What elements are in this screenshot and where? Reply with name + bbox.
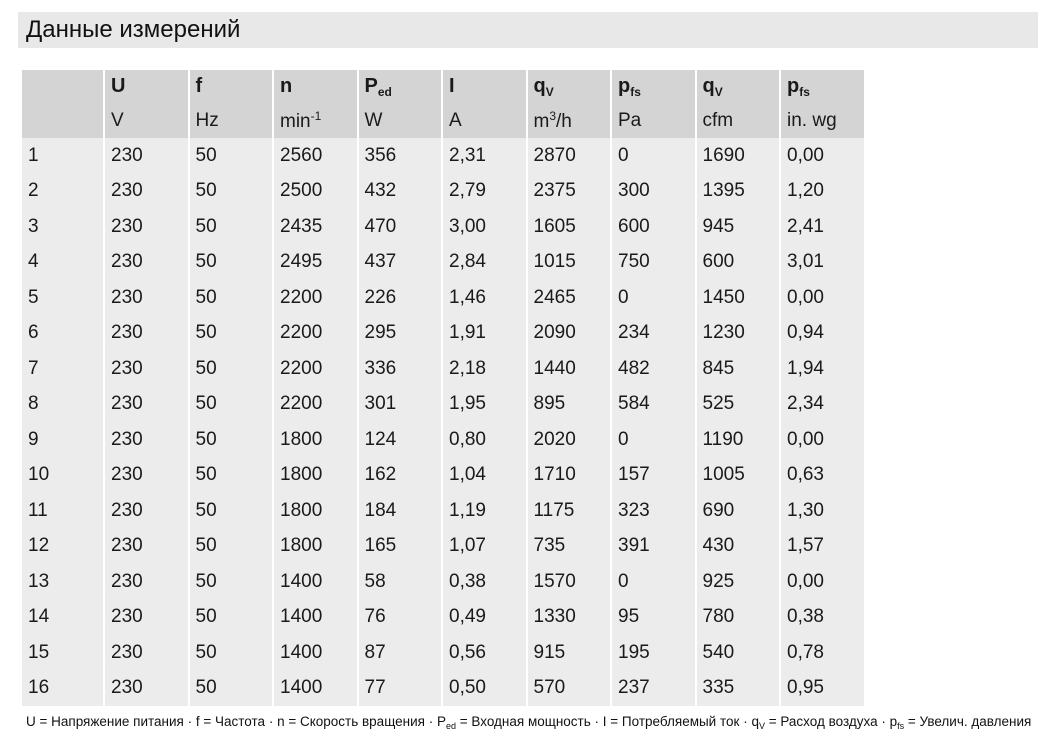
table-row bbox=[22, 635, 864, 671]
table-cell: 1190 bbox=[697, 422, 780, 458]
row-number-cell: 16 bbox=[22, 671, 103, 707]
table-cell: 336 bbox=[359, 351, 442, 387]
table-cell: 0,94 bbox=[781, 316, 864, 352]
legend-separator: · bbox=[590, 714, 603, 729]
table-cell: 1015 bbox=[528, 245, 611, 281]
table-cell: 50 bbox=[190, 458, 273, 494]
legend-ped-symbol: P bbox=[436, 714, 446, 729]
header-unit-cell bbox=[105, 103, 188, 138]
table-cell: 1330 bbox=[528, 600, 611, 636]
row-number-cell: 12 bbox=[22, 529, 103, 565]
legend-pfs-subscript: fs bbox=[897, 721, 905, 731]
table-cell: 0,00 bbox=[781, 564, 864, 600]
header-symbol-cell bbox=[612, 70, 695, 103]
table-cell: 0,95 bbox=[781, 671, 864, 707]
table-cell: 50 bbox=[190, 422, 273, 458]
header-symbol-cell bbox=[359, 70, 442, 103]
table-cell: 1005 bbox=[697, 458, 780, 494]
header-symbol-subscript: V bbox=[545, 84, 554, 99]
table-cell: 0 bbox=[612, 564, 695, 600]
table-cell: 165 bbox=[359, 529, 442, 565]
header-unit: V bbox=[111, 109, 124, 131]
row-number-cell: 4 bbox=[22, 245, 103, 281]
row-number-cell: 13 bbox=[22, 564, 103, 600]
table-cell: 195 bbox=[612, 635, 695, 671]
table-cell: 1400 bbox=[274, 635, 357, 671]
legend-ped-subscript: ed bbox=[445, 721, 456, 731]
table-cell: 226 bbox=[359, 280, 442, 316]
table-cell: 230 bbox=[105, 209, 188, 245]
table-cell: 437 bbox=[359, 245, 442, 281]
header-symbol-subscript: ed bbox=[377, 84, 392, 99]
header-unit: min bbox=[280, 110, 311, 132]
header-unit-cell bbox=[612, 103, 695, 138]
header-unit: cfm bbox=[702, 109, 734, 131]
header-unit: A bbox=[449, 109, 462, 131]
title-bar bbox=[18, 12, 1038, 48]
header-symbol: P bbox=[364, 74, 378, 97]
measurement-table bbox=[20, 70, 866, 706]
table-body bbox=[22, 70, 864, 706]
table-cell: 1230 bbox=[697, 316, 780, 352]
table-row bbox=[22, 351, 864, 387]
table-cell: 1400 bbox=[274, 600, 357, 636]
table-cell: 0,78 bbox=[781, 635, 864, 671]
table-cell: 1395 bbox=[697, 174, 780, 210]
table-cell: 0,38 bbox=[781, 600, 864, 636]
row-number-cell: 8 bbox=[22, 387, 103, 423]
header-symbol-cell bbox=[22, 70, 103, 103]
table-cell: 1,30 bbox=[781, 493, 864, 529]
table-cell: 2495 bbox=[274, 245, 357, 281]
header-unit-tail: /h bbox=[556, 110, 572, 132]
table-cell: 895 bbox=[528, 387, 611, 423]
legend-qv-symbol: q bbox=[751, 714, 759, 729]
table-cell: 230 bbox=[105, 493, 188, 529]
header-symbol-cell bbox=[528, 70, 611, 103]
table-cell: 2020 bbox=[528, 422, 611, 458]
table-cell: 230 bbox=[105, 422, 188, 458]
table-cell: 2200 bbox=[274, 280, 357, 316]
table-cell: 1450 bbox=[697, 280, 780, 316]
legend bbox=[26, 714, 1031, 731]
legend-separator: · bbox=[265, 714, 278, 729]
legend-qv-subscript: V bbox=[758, 721, 765, 731]
table-cell: 50 bbox=[190, 600, 273, 636]
table-cell: 157 bbox=[612, 458, 695, 494]
table-cell: 1,46 bbox=[443, 280, 526, 316]
table-cell: 0,56 bbox=[443, 635, 526, 671]
table-cell: 230 bbox=[105, 174, 188, 210]
table-cell: 2435 bbox=[274, 209, 357, 245]
row-number-cell: 3 bbox=[22, 209, 103, 245]
legend-ped bbox=[437, 714, 591, 729]
row-number-cell: 10 bbox=[22, 458, 103, 494]
table-row bbox=[22, 600, 864, 636]
table-cell: 430 bbox=[697, 529, 780, 565]
header-unit-cell bbox=[528, 103, 611, 138]
table-cell: 300 bbox=[612, 174, 695, 210]
row-number-cell: 11 bbox=[22, 493, 103, 529]
table-cell: 2870 bbox=[528, 138, 611, 174]
table-row bbox=[22, 316, 864, 352]
table-row bbox=[22, 529, 864, 565]
header-symbol: I bbox=[449, 75, 455, 97]
header-symbol: U bbox=[111, 75, 126, 97]
table-cell: 1,19 bbox=[443, 493, 526, 529]
table-cell: 0 bbox=[612, 138, 695, 174]
header-unit: in. wg bbox=[787, 109, 837, 131]
table-cell: 1175 bbox=[528, 493, 611, 529]
table-cell: 1710 bbox=[528, 458, 611, 494]
table-cell: 95 bbox=[612, 600, 695, 636]
legend-separator: · bbox=[424, 714, 437, 729]
header-symbol: p bbox=[618, 74, 631, 97]
table-cell: 925 bbox=[697, 564, 780, 600]
table-cell: 584 bbox=[612, 387, 695, 423]
header-symbol-cell bbox=[443, 70, 526, 103]
table-row bbox=[22, 245, 864, 281]
table-cell: 1800 bbox=[274, 529, 357, 565]
table-cell: 301 bbox=[359, 387, 442, 423]
table-cell: 945 bbox=[697, 209, 780, 245]
table-cell: 50 bbox=[190, 635, 273, 671]
table-cell: 0,00 bbox=[781, 422, 864, 458]
table-cell: 237 bbox=[612, 671, 695, 707]
legend-i: I = Потребляемый ток bbox=[602, 714, 740, 729]
table-cell: 230 bbox=[105, 564, 188, 600]
table-cell: 780 bbox=[697, 600, 780, 636]
table-cell: 570 bbox=[528, 671, 611, 707]
table-cell: 0,38 bbox=[443, 564, 526, 600]
table-cell: 1,04 bbox=[443, 458, 526, 494]
table-cell: 0 bbox=[612, 422, 695, 458]
legend-pfs-text: = Увелич. давления bbox=[904, 714, 1032, 729]
legend-ped-text: = Входная мощность bbox=[456, 714, 591, 729]
table-cell: 356 bbox=[359, 138, 442, 174]
row-number-cell: 1 bbox=[22, 138, 103, 174]
table-cell: 230 bbox=[105, 138, 188, 174]
table-cell: 3,01 bbox=[781, 245, 864, 281]
table-cell: 230 bbox=[105, 458, 188, 494]
table-cell: 335 bbox=[697, 671, 780, 707]
table-cell: 2,79 bbox=[443, 174, 526, 210]
table-cell: 0,63 bbox=[781, 458, 864, 494]
table-cell: 50 bbox=[190, 564, 273, 600]
header-unit: Hz bbox=[195, 109, 219, 131]
table-cell: 230 bbox=[105, 529, 188, 565]
page-title: Данные измерений bbox=[26, 16, 241, 43]
table-cell: 2200 bbox=[274, 387, 357, 423]
table-cell: 391 bbox=[612, 529, 695, 565]
table-cell: 845 bbox=[697, 351, 780, 387]
table-cell: 230 bbox=[105, 280, 188, 316]
table-cell: 230 bbox=[105, 351, 188, 387]
table-cell: 0,50 bbox=[443, 671, 526, 707]
legend-qv bbox=[751, 714, 877, 729]
row-number-cell: 6 bbox=[22, 316, 103, 352]
header-unit-cell bbox=[359, 103, 442, 138]
table-cell: 3,00 bbox=[443, 209, 526, 245]
header-symbol: q bbox=[702, 74, 715, 97]
table-cell: 2500 bbox=[274, 174, 357, 210]
header-unit-cell bbox=[697, 103, 780, 138]
table-cell: 0,00 bbox=[781, 280, 864, 316]
table-cell: 600 bbox=[612, 209, 695, 245]
table-cell: 1800 bbox=[274, 422, 357, 458]
table-cell: 915 bbox=[528, 635, 611, 671]
table-cell: 323 bbox=[612, 493, 695, 529]
header-unit-cell bbox=[781, 103, 864, 138]
header-unit-superscript: 3 bbox=[549, 108, 557, 123]
table-cell: 124 bbox=[359, 422, 442, 458]
table-cell: 600 bbox=[697, 245, 780, 281]
table-row bbox=[22, 422, 864, 458]
row-number-cell: 15 bbox=[22, 635, 103, 671]
header-symbol-cell bbox=[274, 70, 357, 103]
table-cell: 525 bbox=[697, 387, 780, 423]
table-cell: 76 bbox=[359, 600, 442, 636]
table-cell: 2200 bbox=[274, 316, 357, 352]
table-cell: 1800 bbox=[274, 493, 357, 529]
table-cell: 50 bbox=[190, 280, 273, 316]
table-cell: 184 bbox=[359, 493, 442, 529]
table-cell: 2560 bbox=[274, 138, 357, 174]
table-cell: 1800 bbox=[274, 458, 357, 494]
table-cell: 230 bbox=[105, 600, 188, 636]
header-unit-cell bbox=[443, 103, 526, 138]
table-row bbox=[22, 458, 864, 494]
table-cell: 50 bbox=[190, 671, 273, 707]
table-cell: 230 bbox=[105, 387, 188, 423]
header-symbol-subscript: V bbox=[714, 84, 723, 99]
table-cell: 2,18 bbox=[443, 351, 526, 387]
table-cell: 0 bbox=[612, 280, 695, 316]
table-cell: 50 bbox=[190, 245, 273, 281]
table-row bbox=[22, 209, 864, 245]
table-cell: 50 bbox=[190, 529, 273, 565]
table-cell: 1,94 bbox=[781, 351, 864, 387]
legend-separator: · bbox=[739, 714, 752, 729]
table-cell: 50 bbox=[190, 316, 273, 352]
legend-separator: · bbox=[877, 714, 890, 729]
header-unit: m bbox=[533, 110, 550, 132]
table-cell: 50 bbox=[190, 138, 273, 174]
table-cell: 2,31 bbox=[443, 138, 526, 174]
legend-qv-text: = Расход воздуха bbox=[764, 714, 878, 729]
header-symbol-cell bbox=[105, 70, 188, 103]
header-unit: Pa bbox=[618, 109, 642, 131]
table-cell: 2200 bbox=[274, 351, 357, 387]
table-row bbox=[22, 493, 864, 529]
header-unit-cell bbox=[22, 103, 103, 138]
legend-pfs-symbol: p bbox=[889, 714, 898, 729]
table-cell: 87 bbox=[359, 635, 442, 671]
legend-separator: · bbox=[183, 714, 196, 729]
table-row bbox=[22, 671, 864, 707]
legend-u: U = Напряжение питания bbox=[26, 714, 184, 729]
table-cell: 77 bbox=[359, 671, 442, 707]
header-symbol-subscript: fs bbox=[630, 84, 641, 99]
table-cell: 50 bbox=[190, 209, 273, 245]
table-cell: 540 bbox=[697, 635, 780, 671]
row-number-cell: 2 bbox=[22, 174, 103, 210]
header-symbol-subscript: fs bbox=[799, 84, 810, 99]
table-cell: 0,00 bbox=[781, 138, 864, 174]
table-cell: 750 bbox=[612, 245, 695, 281]
table-cell: 2090 bbox=[528, 316, 611, 352]
table-cell: 0,49 bbox=[443, 600, 526, 636]
table-row bbox=[22, 138, 864, 174]
table-cell: 1690 bbox=[697, 138, 780, 174]
table-cell: 1,07 bbox=[443, 529, 526, 565]
table-cell: 735 bbox=[528, 529, 611, 565]
row-number-cell: 9 bbox=[22, 422, 103, 458]
table-cell: 230 bbox=[105, 245, 188, 281]
header-symbol: f bbox=[195, 75, 203, 97]
table-cell: 162 bbox=[359, 458, 442, 494]
legend-pfs bbox=[890, 714, 1032, 729]
symbol-header-row bbox=[22, 70, 864, 103]
table-cell: 1,57 bbox=[781, 529, 864, 565]
table-row bbox=[22, 174, 864, 210]
table-cell: 234 bbox=[612, 316, 695, 352]
row-number-cell: 7 bbox=[22, 351, 103, 387]
table-cell: 1400 bbox=[274, 564, 357, 600]
table-cell: 50 bbox=[190, 351, 273, 387]
table-cell: 1440 bbox=[528, 351, 611, 387]
table-cell: 2,41 bbox=[781, 209, 864, 245]
unit-header-row bbox=[22, 103, 864, 138]
legend-f: f = Частота bbox=[195, 714, 266, 729]
table-row bbox=[22, 387, 864, 423]
table-cell: 690 bbox=[697, 493, 780, 529]
table-cell: 2465 bbox=[528, 280, 611, 316]
table-row bbox=[22, 280, 864, 316]
table-cell: 58 bbox=[359, 564, 442, 600]
header-symbol-cell bbox=[781, 70, 864, 103]
table-cell: 1,95 bbox=[443, 387, 526, 423]
table-cell: 432 bbox=[359, 174, 442, 210]
table-cell: 0,80 bbox=[443, 422, 526, 458]
header-symbol: n bbox=[280, 75, 293, 97]
table-cell: 1400 bbox=[274, 671, 357, 707]
header-unit-superscript: -1 bbox=[310, 108, 322, 123]
table-cell: 1,91 bbox=[443, 316, 526, 352]
header-unit-cell bbox=[274, 103, 357, 138]
table-cell: 1,20 bbox=[781, 174, 864, 210]
header-symbol: q bbox=[533, 74, 546, 97]
table-cell: 50 bbox=[190, 174, 273, 210]
table-cell: 230 bbox=[105, 316, 188, 352]
table-cell: 2375 bbox=[528, 174, 611, 210]
header-unit: W bbox=[364, 109, 383, 131]
row-number-cell: 14 bbox=[22, 600, 103, 636]
table-cell: 2,84 bbox=[443, 245, 526, 281]
table-cell: 230 bbox=[105, 671, 188, 707]
header-symbol-cell bbox=[190, 70, 273, 103]
row-number-cell: 5 bbox=[22, 280, 103, 316]
table-cell: 1570 bbox=[528, 564, 611, 600]
table-cell: 50 bbox=[190, 387, 273, 423]
table-cell: 1605 bbox=[528, 209, 611, 245]
header-symbol: p bbox=[787, 74, 800, 97]
header-unit-cell bbox=[190, 103, 273, 138]
header-symbol-cell bbox=[697, 70, 780, 103]
table-cell: 470 bbox=[359, 209, 442, 245]
table-cell: 230 bbox=[105, 635, 188, 671]
table-cell: 295 bbox=[359, 316, 442, 352]
legend-n: n = Скорость вращения bbox=[277, 714, 425, 729]
table-cell: 50 bbox=[190, 493, 273, 529]
table-cell: 2,34 bbox=[781, 387, 864, 423]
table-row bbox=[22, 564, 864, 600]
table-cell: 482 bbox=[612, 351, 695, 387]
